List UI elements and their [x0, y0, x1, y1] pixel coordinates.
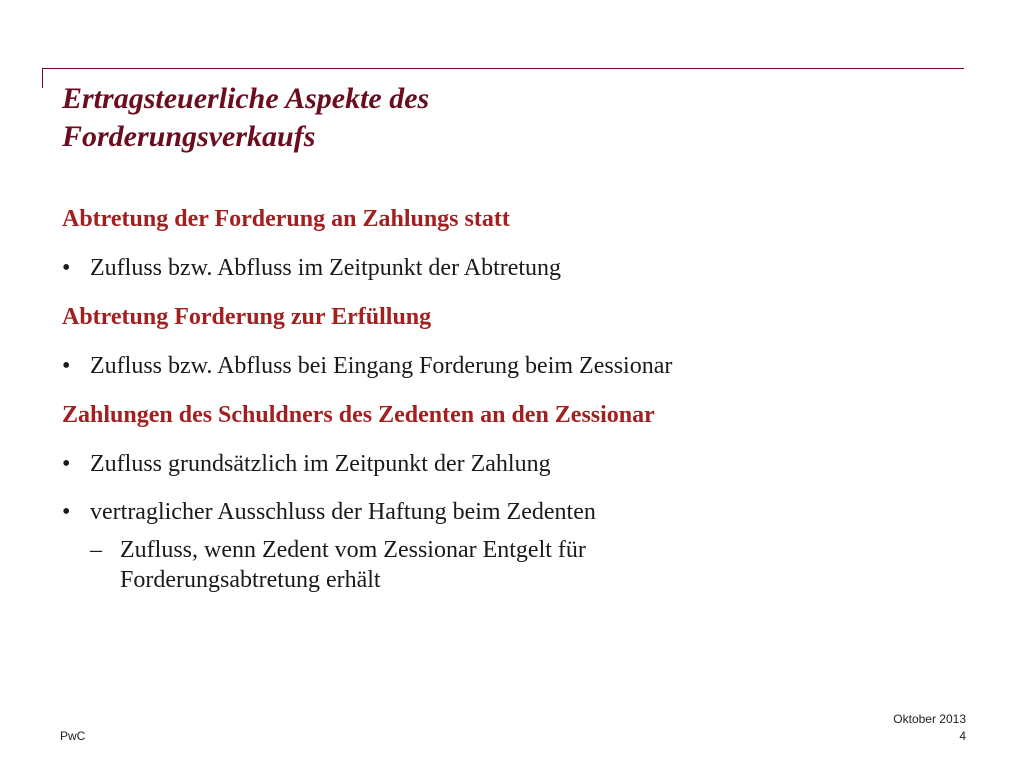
footer-meta	[893, 711, 966, 745]
footer-page-number: 4	[959, 729, 966, 743]
slide-title-line-2: Forderungsverkaufs	[62, 120, 316, 153]
bullet-1	[62, 253, 962, 283]
top-rule-tick	[42, 68, 43, 88]
bullet-marker: •	[62, 353, 71, 379]
section-heading-1: Abtretung der Forderung an Zahlungs statt	[62, 206, 510, 232]
bullet-text: Zufluss bzw. Abfluss bei Eingang Forderung beim Zessionar	[90, 353, 673, 379]
footer-date: Oktober 2013	[893, 712, 966, 726]
slide-title	[62, 80, 862, 156]
bullet-marker: •	[62, 451, 71, 477]
bullet-marker: •	[62, 499, 71, 525]
slide-content	[62, 203, 962, 595]
sub-bullet-text-line-2: Forderungsabtretung erhält	[120, 567, 381, 593]
section-heading-3: Zahlungen des Schuldners des Zedenten an den Zessionar	[62, 402, 655, 428]
slide-title-line-1: Ertragsteuerliche Aspekte des	[62, 82, 430, 115]
sub-bullet-1	[62, 535, 962, 595]
sub-bullet-text-line-1: Zufluss, wenn Zedent vom Zessionar Entgelt für	[120, 537, 586, 563]
bullet-4	[62, 497, 962, 527]
section-heading-2: Abtretung Forderung zur Erfüllung	[62, 304, 432, 330]
sub-bullet-marker: –	[90, 537, 102, 563]
bullet-marker: •	[62, 255, 71, 281]
bullet-text: vertraglicher Ausschluss der Haftung beim Zedenten	[90, 499, 596, 525]
bullet-text: Zufluss grundsätzlich im Zeitpunkt der Zahlung	[90, 451, 551, 477]
bullet-2	[62, 351, 962, 381]
footer-company: PwC	[60, 729, 86, 743]
bullet-3	[62, 449, 962, 479]
top-rule	[42, 68, 964, 69]
bullet-text: Zufluss bzw. Abfluss im Zeitpunkt der Abtretung	[90, 255, 562, 281]
